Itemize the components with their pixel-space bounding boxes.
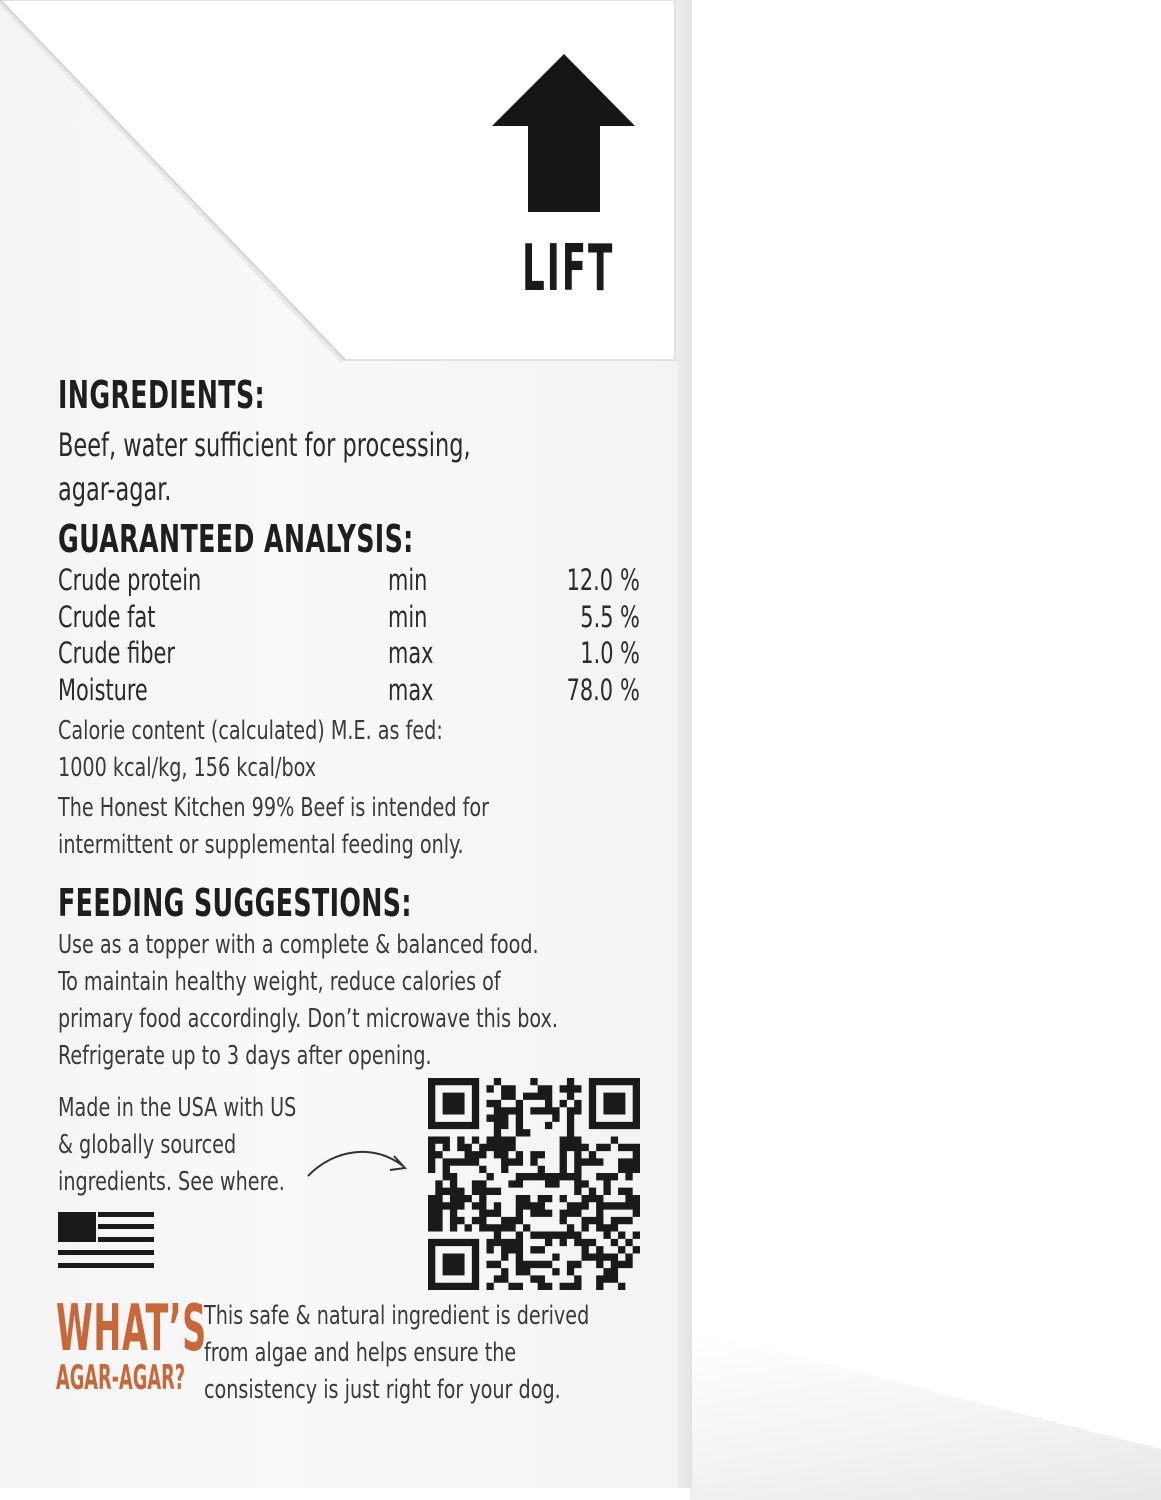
nutrient-qualifier: max [388,636,434,670]
lift-label: LIFT [522,232,615,306]
analysis-table [58,563,658,709]
feeding-heading: FEEDING SUGGESTIONS: [58,881,412,925]
curved-arrow-icon [300,1138,415,1188]
nutrient-name: Crude protein [58,563,202,597]
agar-description [204,1298,674,1409]
intended-use-line: The Honest Kitchen 99% Beef is intended for [58,793,489,823]
feeding-line: To maintain healthy weight, reduce calories of [58,967,501,997]
ingredients-line: Beef, water sufficient for processing, [58,426,471,464]
nutrient-qualifier: min [388,599,428,634]
nutrient-qualifier: max [388,672,434,707]
analysis-row [58,563,658,600]
nutrient-value: 5.5 [579,599,613,634]
analysis-row [58,636,658,673]
agar-title-line2: AGAR-AGAR? [56,1358,186,1398]
agar-title-line1: WHAT’S [56,1292,207,1366]
feeding-line: Refrigerate up to 3 days after opening. [58,1041,432,1071]
ingredients-line: agar-agar. [58,470,172,508]
nutrient-value: 1.0 [579,636,613,670]
analysis-heading: GUARANTEED ANALYSIS: [58,517,414,561]
ingredients-section [58,373,587,511]
calorie-line: 1000 kcal/kg, 156 kcal/box [58,753,317,783]
origin-line: ingredients. See where. [58,1167,285,1197]
qr-code-icon [428,1078,640,1290]
box-shadow [690,1330,1161,1500]
nutrient-name: Crude fiber [58,636,175,670]
ingredients-heading: INGREDIENTS: [58,373,266,417]
feeding-section [58,881,668,1075]
feeding-line: Use as a topper with a complete & balanced food. [58,930,539,960]
nutrient-unit: % [620,636,640,670]
nutrient-value: 12.0 [566,563,613,597]
nutrient-qualifier: min [388,563,428,597]
origin-line: Made in the USA with US [58,1093,297,1123]
analysis-row [58,600,658,637]
box-flap [0,0,680,365]
agar-line: This safe & natural ingredient is derived [204,1301,590,1331]
analysis-section [58,517,658,864]
agar-line: consistency is just right for your dog. [204,1375,561,1405]
intended-use-line: intermittent or supplemental feeding only. [58,830,464,860]
feeding-line: primary food accordingly. Don’t microwave this box. [58,1004,558,1034]
calorie-line: Calorie content (calculated) M.E. as fed: [58,716,443,746]
us-flag-icon [58,1212,154,1270]
nutrient-unit: % [620,599,640,634]
agar-line: from algae and helps ensure the [204,1338,517,1368]
nutrient-unit: % [620,563,640,597]
nutrient-value: 78.0 [566,672,613,707]
nutrient-name: Moisture [58,672,148,707]
nutrient-name: Crude fat [58,599,156,634]
analysis-row [58,673,658,710]
nutrient-unit: % [620,672,640,707]
origin-line: & globally sourced [58,1130,237,1160]
